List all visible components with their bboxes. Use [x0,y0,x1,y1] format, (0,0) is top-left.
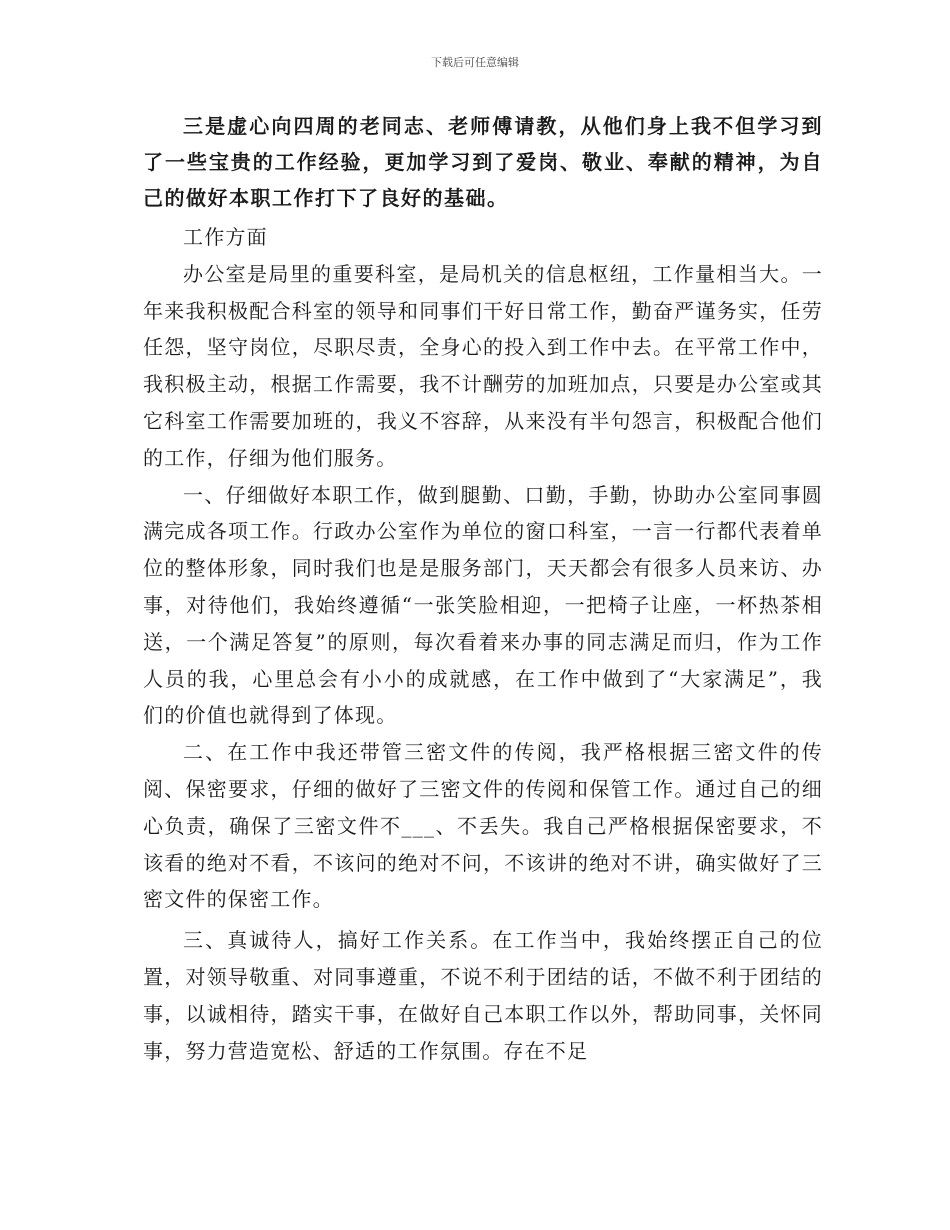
paragraph-item-two: 二、在工作中我还带管三密文件的传阅，我严格根据三密文件的传阅、保密要求，仔细的做好了三密文件的传阅和保管工作。通过自己的细心负责，确保了三密文件不___、不丢失。我自己严格根据保密要求，不该看的绝对不看，不该问的绝对不问，不该讲的绝对不讲，确实做好了三密文件的保密工作。 [143,740,823,912]
paragraph-office: 办公室是局里的重要科室，是局机关的信息枢纽，工作量相当大。一年来我积极配合科室的领导和同事们干好日常工作，勤奋严谨务实，任劳任怨，坚守岗位，尽职尽责，全身心的投入到工作中去。在平常工作中，我积极主动，根据工作需要，我不计酬劳的加班加点，只要是办公室或其它科室工作需要加班的，我义不容辞，从来没有半句怨言，积极配合他们的工作，仔细为他们服务。 [143,261,823,470]
section-heading-work: 工作方面 [183,225,268,249]
page-header: 下载后可任意编辑 [431,56,519,69]
document-body [143,108,823,1069]
paragraph-item-three: 三、真诚待人，搞好工作关系。在工作当中，我始终摆正自己的位置，对领导敬重、对同事遵重，不说不利于团结的话，不做不利于团结的事，以诚相待，踏实干事，在做好自己本职工作以外，帮助同事，关怀同事，努力营造宽松、舒适的工作氛围。存在不足 [143,928,823,1063]
paragraph-item-one: 一、仔细做好本职工作，做到腿勤、口勤，手勤，协助办公室同事圆满完成各项工作。行政办公室作为单位的窗口科室，一言一行都代表着单位的整体形象，同时我们也是是服务部门，天天都会有很多人员来访、办事，对待他们，我始终遵循“一张笑脸相迎，一把椅子让座，一杯热茶相送，一个满足答复”的原则，每次看着来办事的同志满足而归，作为工作人员的我，心里总会有小小的成就感，在工作中做到了“大家满足”，我们的价值也就得到了体现。 [143,482,823,728]
paragraph-learning: 三是虚心向四周的老同志、老师傅请教，从他们身上我不但学习到了一些宝贵的工作经验，更加学习到了爱岗、敬业、奉献的精神，为自己的做好本职工作打下了良好的基础。 [143,114,823,210]
